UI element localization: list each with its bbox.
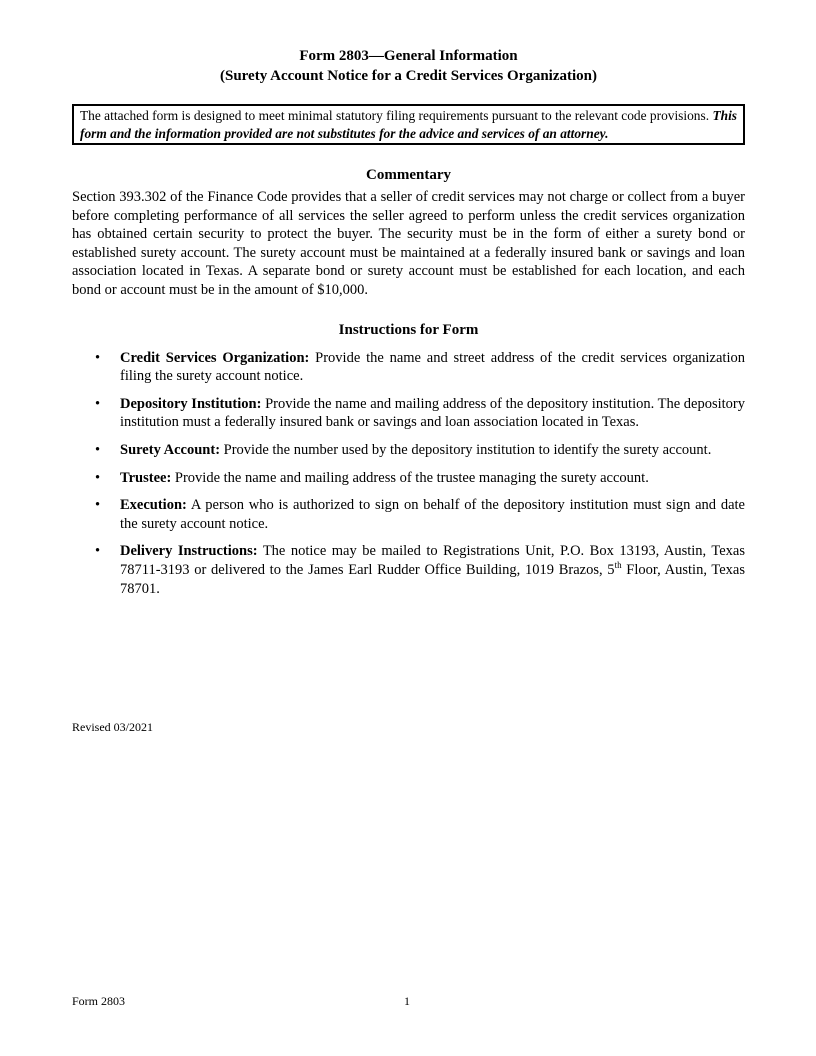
list-item xyxy=(72,349,745,386)
bullet-icon: • xyxy=(95,349,101,366)
disclaimer-emphasis: This form and the information provided are not substitutes for the advice and services of an attorney. xyxy=(80,108,737,141)
item-text: Provide the name and mailing address of the trustee managing the surety account. xyxy=(174,469,649,486)
item-text-continued: Floor, Austin, Texas 78701. xyxy=(120,561,745,597)
footer-page-number: 1 xyxy=(404,994,410,1008)
item-text: A person who is authorized to sign on behalf of the depository institution must sign and date the surety account notice. xyxy=(120,497,745,532)
list-item xyxy=(72,496,745,533)
bullet-icon: • xyxy=(95,543,101,560)
item-text: Provide the name and mailing address of the depository institution. The depository institution must a federally insured bank or savings and loan association located in Texas. xyxy=(120,395,746,431)
list-item xyxy=(72,441,745,460)
bullet-icon: • xyxy=(95,395,101,412)
title-line-2: (Surety Account Notice for a Credit Services Organization) xyxy=(219,68,597,84)
commentary-body: Section 393.302 of the Finance Code provides that a seller of credit services may not charge or collect from a buyer before completing performance of all services the seller agreed to perform unless the credit services organization has obtained certain security to protect the buyer. The security must be in the form of either a surety bond or established surety account. The surety account must be maintained at a federally insured bank or savings and loan association located in Texas. A separate bond or surety account must be established for each location, and each bond or account must be in the amount of $10,000. xyxy=(72,189,745,298)
list-item xyxy=(72,469,745,488)
footer-form-label: Form 2803 xyxy=(72,994,126,1008)
item-term: Trustee: xyxy=(120,469,172,486)
item-text: Provide the number used by the depository institution to identify the surety account. xyxy=(223,441,712,458)
document-page xyxy=(72,46,745,607)
instructions-heading: Instructions for Form xyxy=(338,321,479,338)
bullet-icon: • xyxy=(95,469,101,486)
item-term: Depository Institution: xyxy=(120,395,262,412)
item-text: The notice may be mailed to Registrations Unit, P.O. Box 13193, Austin, Texas 78711-3193 or delivered to the James Earl Rudder Office Building, 1019 Brazos, 5 xyxy=(120,543,746,578)
commentary-heading: Commentary xyxy=(366,167,451,183)
disclaimer-text: The attached form is designed to meet minimal statutory filing requirements pursuant to the relevant code provisions. xyxy=(80,108,710,123)
title-line-1: Form 2803—General Information xyxy=(299,48,518,64)
ordinal-suffix: th xyxy=(614,560,622,571)
item-term: Credit Services Organization: xyxy=(120,349,310,366)
page-title xyxy=(72,46,745,86)
list-item xyxy=(72,542,745,598)
bullet-icon: • xyxy=(95,441,101,458)
revision-date: Revised 03/2021 xyxy=(72,720,153,734)
item-term: Execution: xyxy=(120,497,187,514)
list-item xyxy=(72,395,745,432)
disclaimer-box xyxy=(72,104,745,145)
instructions-list xyxy=(72,349,745,599)
bullet-icon: • xyxy=(95,497,101,514)
item-text: Provide the name and street address of the credit services organization filing the surety account notice. xyxy=(120,349,745,385)
item-term: Delivery Instructions: xyxy=(120,543,258,560)
item-term: Surety Account: xyxy=(120,441,221,458)
